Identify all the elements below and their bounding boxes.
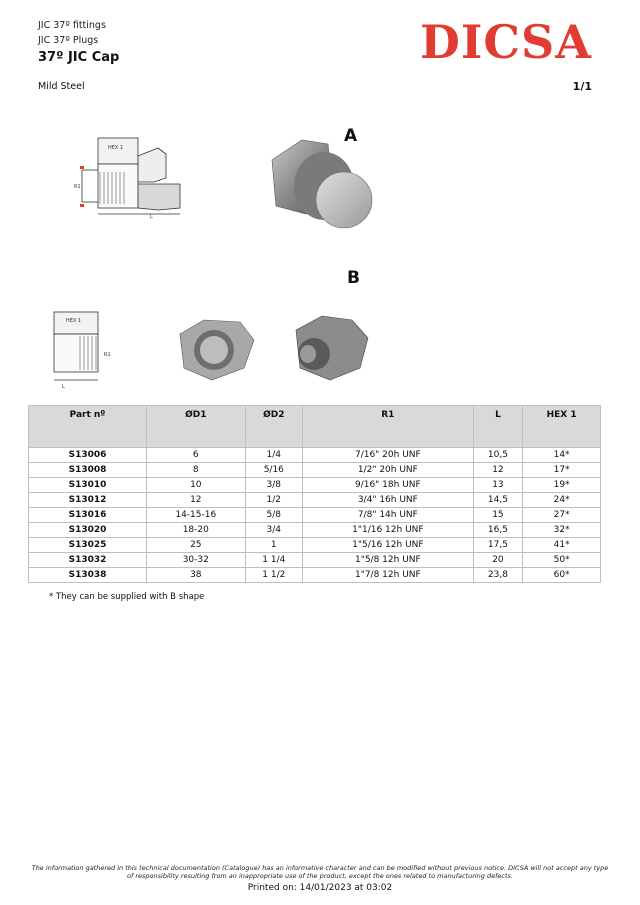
table-cell: 25 <box>147 538 246 553</box>
shape-b-hex-text: HEX 1 <box>66 318 82 324</box>
table-cell: 1"1/16 12h UNF <box>303 523 474 538</box>
table-row <box>29 478 601 493</box>
table-cell: 1"5/16 12h UNF <box>303 538 474 553</box>
part-number-cell: S13016 <box>29 508 147 523</box>
table-cell: 5/16 <box>245 463 302 478</box>
shape-b-render-front <box>174 316 258 382</box>
table-cell: 6 <box>147 448 246 463</box>
table-row <box>29 553 601 568</box>
table-cell: 24* <box>523 493 601 508</box>
shape-a-l-text: L <box>150 214 153 220</box>
part-number-cell: S13006 <box>29 448 147 463</box>
table-row <box>29 448 601 463</box>
column-header: ØD2 <box>245 406 302 448</box>
shape-a-drawing <box>62 128 190 220</box>
disclaimer: The information gathered in this technical documentation (Catalogue) has an informative character and can be modified without previous notice. DICSA will not accept any type of responsibility resulting from an inappropriate use of the product, except the ones related to manufacturing defects. <box>31 864 609 880</box>
table-cell: 38 <box>147 568 246 583</box>
table-cell: 27* <box>523 508 601 523</box>
table-header-row <box>29 406 601 448</box>
table-cell: 60* <box>523 568 601 583</box>
part-number-cell: S13010 <box>29 478 147 493</box>
table-row <box>29 538 601 553</box>
parts-table <box>28 405 601 583</box>
table-cell: 1 <box>245 538 302 553</box>
table-cell: 30-32 <box>147 553 246 568</box>
footnote: * They can be supplied with B shape <box>49 592 205 602</box>
part-number-cell: S13012 <box>29 493 147 508</box>
table-cell: 10,5 <box>473 448 523 463</box>
table-cell: 3/4" 16h UNF <box>303 493 474 508</box>
table-cell: 3/4 <box>245 523 302 538</box>
table-row <box>29 508 601 523</box>
table-cell: 14-15-16 <box>147 508 246 523</box>
table-cell: 1"5/8 12h UNF <box>303 553 474 568</box>
table-cell: 41* <box>523 538 601 553</box>
table-cell: 7/8" 14h UNF <box>303 508 474 523</box>
table-cell: 14,5 <box>473 493 523 508</box>
table-cell: 1 1/4 <box>245 553 302 568</box>
table-row <box>29 463 601 478</box>
table-cell: 10 <box>147 478 246 493</box>
shape-a-hex-text: HEX 1 <box>108 145 124 151</box>
table-cell: 50* <box>523 553 601 568</box>
shape-b-l-text: L <box>62 384 65 390</box>
shape-b-label: B <box>347 268 360 288</box>
table-cell: 18-20 <box>147 523 246 538</box>
part-number-cell: S13020 <box>29 523 147 538</box>
table-cell: 16,5 <box>473 523 523 538</box>
page-number: 1/1 <box>572 80 592 93</box>
table-row <box>29 523 601 538</box>
table-cell: 23,8 <box>473 568 523 583</box>
table-cell: 32* <box>523 523 601 538</box>
table-cell: 20 <box>473 553 523 568</box>
column-header: Part nº <box>29 406 147 448</box>
table-cell: 8 <box>147 463 246 478</box>
table-cell: 3/8 <box>245 478 302 493</box>
table-cell: 1/4 <box>245 448 302 463</box>
shape-a-label: A <box>344 126 358 146</box>
part-number-cell: S13032 <box>29 553 147 568</box>
column-header: L <box>473 406 523 448</box>
shape-b-drawing <box>40 308 120 390</box>
column-header: ØD1 <box>147 406 246 448</box>
table-cell: 15 <box>473 508 523 523</box>
shape-b-r1-text: R1 <box>104 352 111 358</box>
table-cell: 1/2 <box>245 493 302 508</box>
part-number-cell: S13008 <box>29 463 147 478</box>
table-cell: 17* <box>523 463 601 478</box>
table-cell: 12 <box>473 463 523 478</box>
shape-a-r1-text: R1 <box>74 184 81 190</box>
printed-on: Printed on: 14/01/2023 at 03:02 <box>247 883 393 893</box>
part-number-cell: S13025 <box>29 538 147 553</box>
material-label: Mild Steel <box>38 81 85 92</box>
brand-logo: DICSA <box>420 15 592 69</box>
table-cell: 1 1/2 <box>245 568 302 583</box>
table-cell: 5/8 <box>245 508 302 523</box>
table-cell: 19* <box>523 478 601 493</box>
table-row <box>29 568 601 583</box>
column-header: HEX 1 <box>523 406 601 448</box>
table-cell: 17,5 <box>473 538 523 553</box>
column-header: R1 <box>303 406 474 448</box>
table-cell: 1/2" 20h UNF <box>303 463 474 478</box>
breadcrumb-line-2: JIC 37º Plugs <box>38 35 99 46</box>
page-title: 37º JIC Cap <box>38 50 120 65</box>
table-cell: 1"7/8 12h UNF <box>303 568 474 583</box>
breadcrumb-line-1: JIC 37º fittings <box>38 20 106 31</box>
table-row <box>29 493 601 508</box>
table-cell: 13 <box>473 478 523 493</box>
part-number-cell: S13038 <box>29 568 147 583</box>
table-cell: 9/16" 18h UNF <box>303 478 474 493</box>
shape-a-render <box>262 130 374 230</box>
table-cell: 12 <box>147 493 246 508</box>
table-cell: 14* <box>523 448 601 463</box>
table-cell: 7/16" 20h UNF <box>303 448 474 463</box>
shape-b-render-back <box>286 310 372 384</box>
